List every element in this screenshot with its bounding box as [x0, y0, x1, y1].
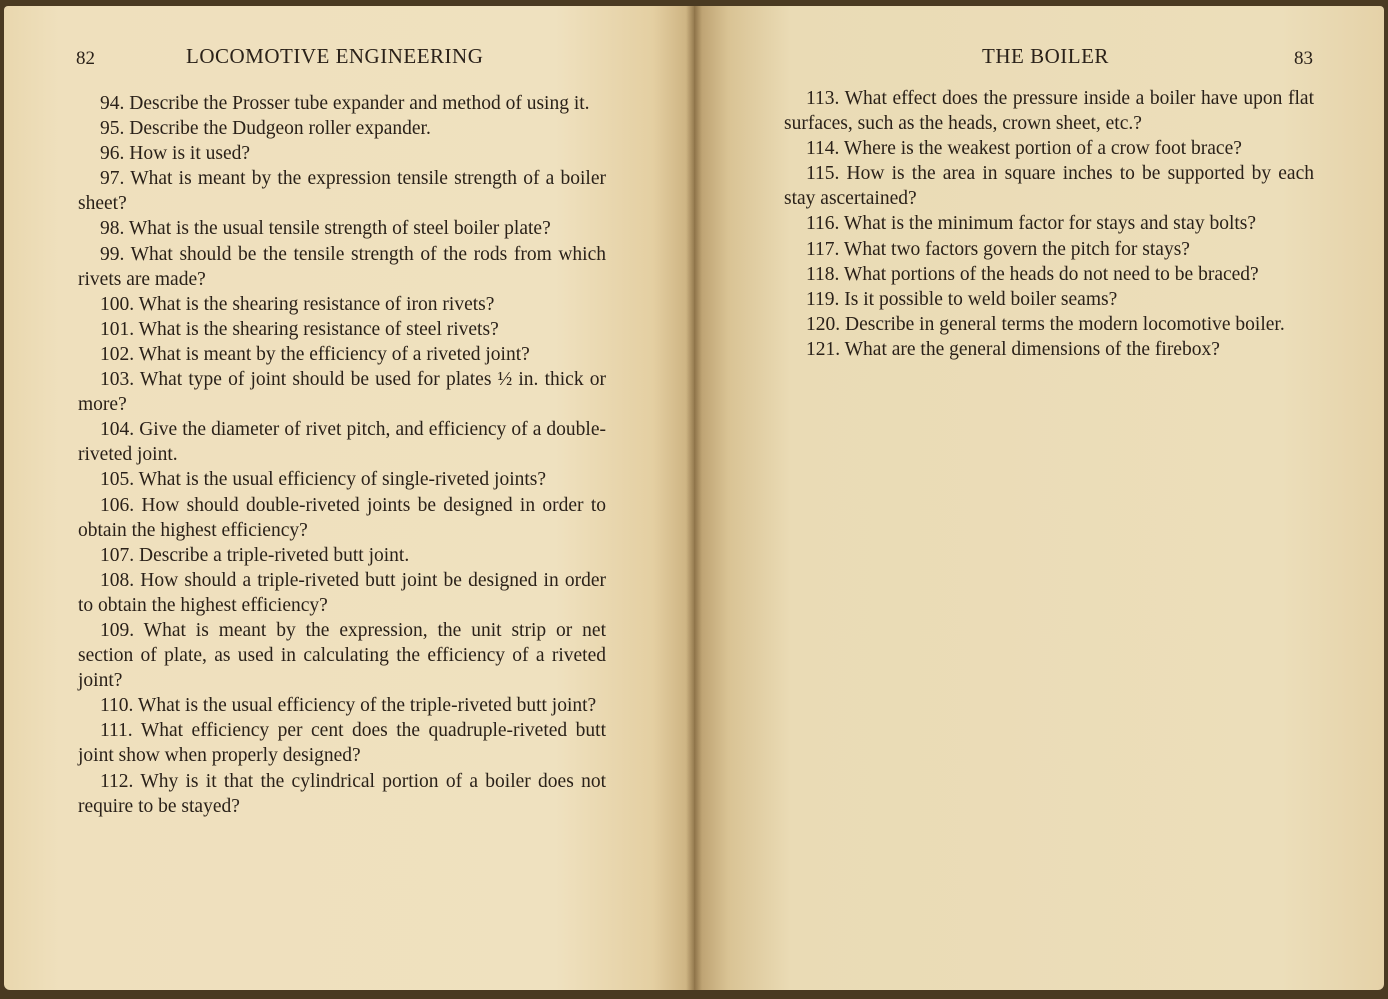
question: 108. How should a triple-riveted butt joint be designed in order to obtain the highest efficiency?	[78, 569, 606, 616]
question: 104. Give the diameter of rivet pitch, and efficiency of a double-riveted joint.	[78, 419, 606, 466]
question: 97. What is meant by the expression tensile strength of a boiler sheet?	[78, 168, 606, 215]
right-page-number: 83	[1294, 48, 1313, 69]
question: 99. What should be the tensile strength of the rods from which rivets are made?	[78, 243, 606, 290]
question: 113. What effect does the pressure inside a boiler have upon flat surfaces, such as the heads, crown sheet, etc.?	[784, 88, 1314, 135]
question: 112. Why is it that the cylindrical portion of a boiler does not require to be stayed?	[78, 770, 606, 817]
right-page	[694, 6, 1384, 990]
question: 116. What is the minimum factor for stays and stay bolts?	[806, 213, 1257, 235]
question: 114. Where is the weakest portion of a crow foot brace?	[806, 138, 1242, 160]
question: 119. Is it possible to weld boiler seams?	[806, 288, 1118, 310]
question: 95. Describe the Dudgeon roller expander.	[100, 118, 431, 140]
left-page-number: 82	[76, 48, 95, 69]
question: 121. What are the general dimensions of the firebox?	[806, 338, 1220, 360]
right-running-head: THE BOILER	[982, 44, 1109, 68]
question: 105. What is the usual efficiency of single-riveted joints?	[100, 469, 547, 491]
question: 115. How is the area in square inches to be supported by each stay ascertained?	[784, 163, 1314, 210]
left-page	[4, 6, 694, 990]
question: 107. Describe a triple-riveted butt joint.	[100, 544, 410, 566]
right-question-list	[784, 86, 1314, 362]
question: 110. What is the usual efficiency of the triple-riveted butt joint?	[100, 695, 597, 717]
question: 120. Describe in general terms the modern locomotive boiler.	[806, 313, 1285, 335]
question: 94. Describe the Prosser tube expander and method of using it.	[100, 93, 590, 114]
question: 117. What two factors govern the pitch for stays?	[806, 238, 1190, 260]
book-gutter	[686, 6, 702, 990]
left-question-list	[78, 91, 606, 819]
question: 118. What portions of the heads do not need to be braced?	[806, 263, 1259, 285]
question: 106. How should double-riveted joints be designed in order to obtain the highest efficiency?	[78, 494, 606, 541]
question: 109. What is meant by the expression, the unit strip or net section of plate, as used in calculating the efficiency of a riveted joint?	[78, 619, 606, 692]
question: 98. What is the usual tensile strength of steel boiler plate?	[100, 218, 551, 240]
left-running-head: LOCOMOTIVE ENGINEERING	[186, 44, 484, 68]
question: 102. What is meant by the efficiency of a riveted joint?	[100, 343, 530, 365]
question: 101. What is the shearing resistance of steel rivets?	[100, 318, 499, 340]
question: 103. What type of joint should be used for plates ½ in. thick or more?	[78, 369, 606, 416]
question: 111. What efficiency per cent does the quadruple-riveted butt joint show when properly designed?	[78, 720, 606, 767]
question: 100. What is the shearing resistance of iron rivets?	[100, 293, 495, 315]
question: 96. How is it used?	[100, 143, 251, 165]
